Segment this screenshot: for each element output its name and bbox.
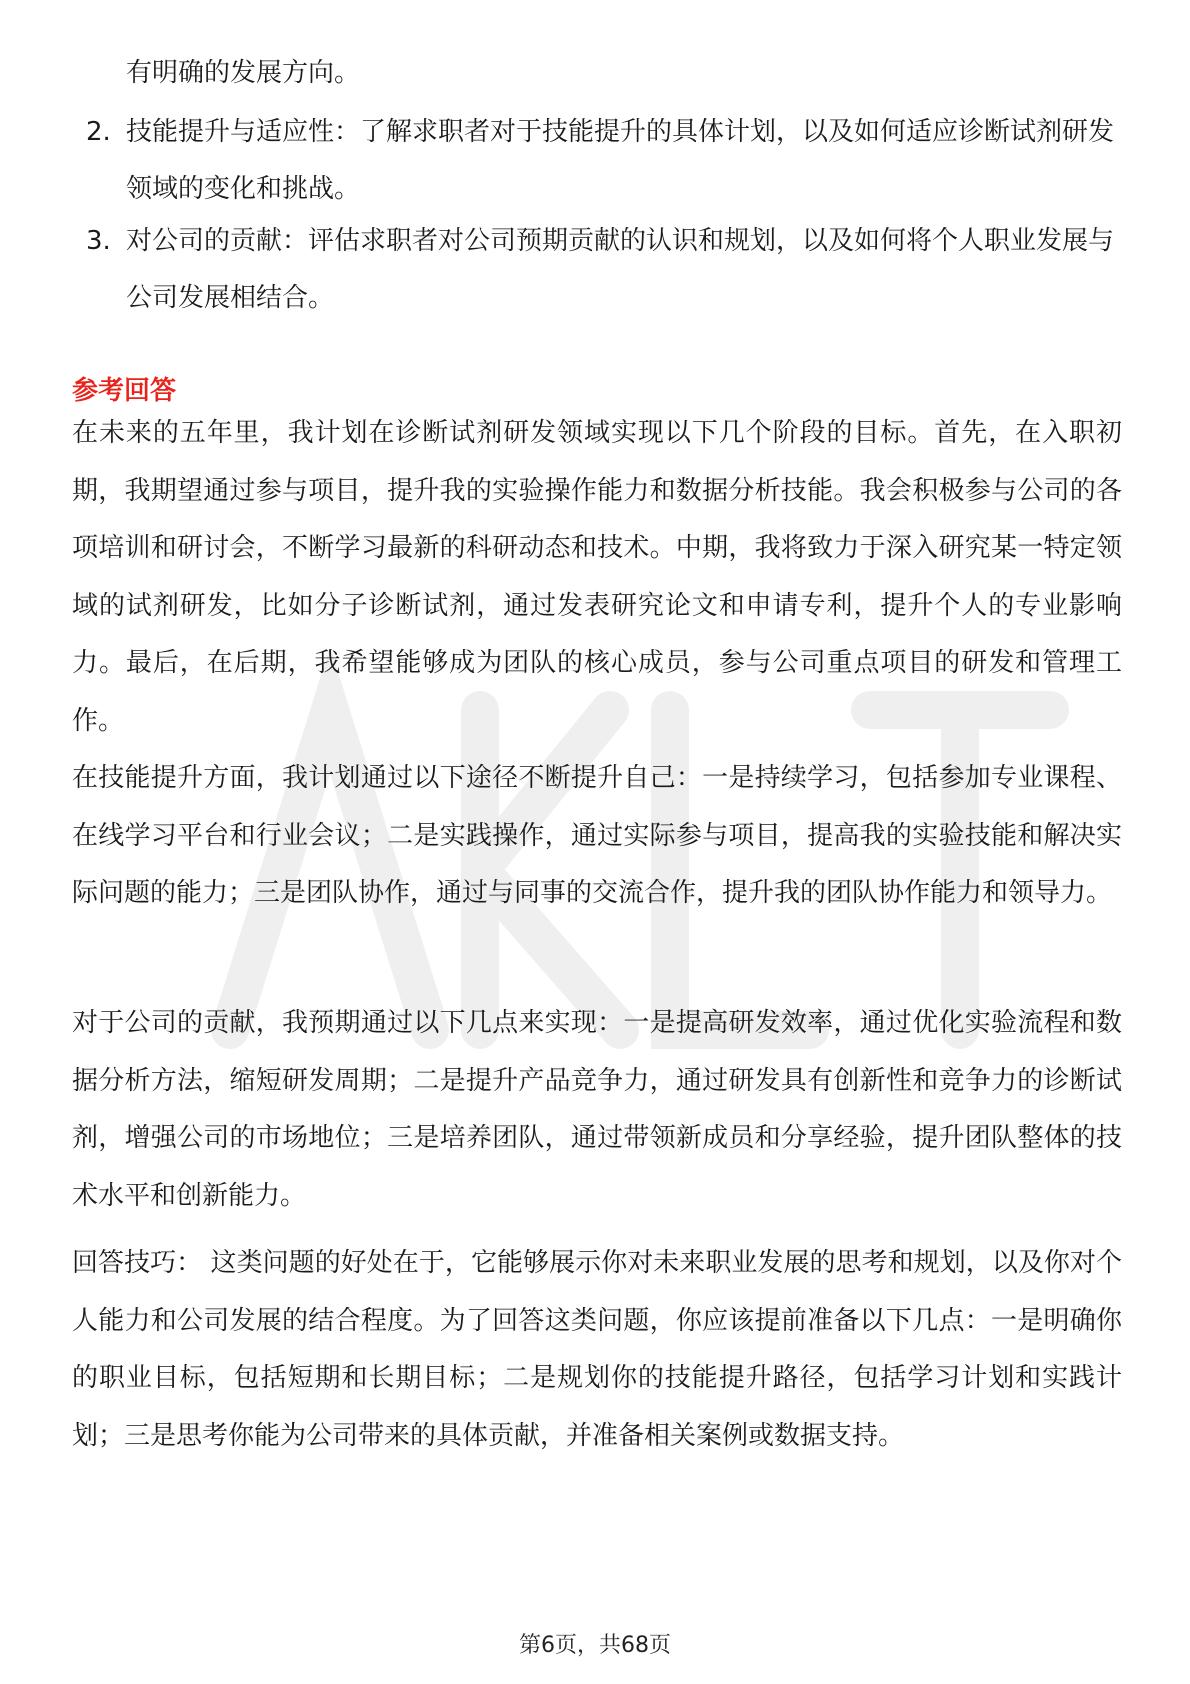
answer-paragraph-3: 对于公司的贡献，我预期通过以下几点来实现：一是提高研发效率，通过优化实验流程和数据分析方法，缩短研发周期；二是提升产品竞争力，通过研发具有创新性和竞争力的诊断试剂，增强公司的市场地位；三是培养团队，通过带领新成员和分享经验，提升团队整体的技术水平和创新能力。 — [72, 1008, 1122, 1211]
answer-paragraph-1: 在未来的五年里，我计划在诊断试剂研发领域实现以下几个阶段的目标。首先，在入职初期，我期望通过参与项目，提升我的实验操作能力和数据分析技能。我会积极参与公司的各项培训和研讨会，不断学习最新的科研动态和技术。中期，我将致力于深入研究某一特定领域的试剂研发，比如分子诊断试剂，通过发表研究论文和申请专利，提升个人的专业影响力。最后，在后期，我希望能够成为团队的核心成员，参与公司重点项目的研发和管理工作。 — [72, 418, 1122, 736]
list-item-3-number: 3. — [86, 226, 111, 256]
list-item-1-continuation: 有明确的发展方向。 — [126, 58, 361, 88]
answer-tips-paragraph: 回答技巧： 这类问题的好处在于，它能够展示你对未来职业发展的思考和规划，以及你对个人能力和公司发展的结合程度。为了回答这类问题，你应该提前准备以下几点：一是明确你的职业目标，包括短期和长期目标；二是规划你的技能提升路径，包括学习计划和实践计划；三是思考你能为公司带来的具体贡献，并准备相关案例或数据支持。 — [72, 1248, 1122, 1451]
answer-paragraph-2: 在技能提升方面，我计划通过以下途径不断提升自己：一是持续学习，包括参加专业课程、在线学习平台和行业会议；二是实践操作，通过实际参与项目，提高我的实验技能和解决实际问题的能力；三是团队协作，通过与同事的交流合作，提升我的团队协作能力和领导力。 — [72, 763, 1122, 908]
list-item-2-text: 技能提升与适应性：了解求职者对于技能提升的具体计划，以及如何适应诊断试剂研发领域的变化和挑战。 — [126, 117, 1115, 204]
list-item-2-number: 2. — [86, 117, 111, 147]
page-number-footer: 第6页，共68页 — [519, 1633, 671, 1658]
list-item-3-text: 对公司的贡献：评估求职者对公司预期贡献的认识和规划，以及如何将个人职业发展与公司发展相结合。 — [126, 226, 1115, 313]
section-title: 参考回答 — [72, 376, 177, 406]
